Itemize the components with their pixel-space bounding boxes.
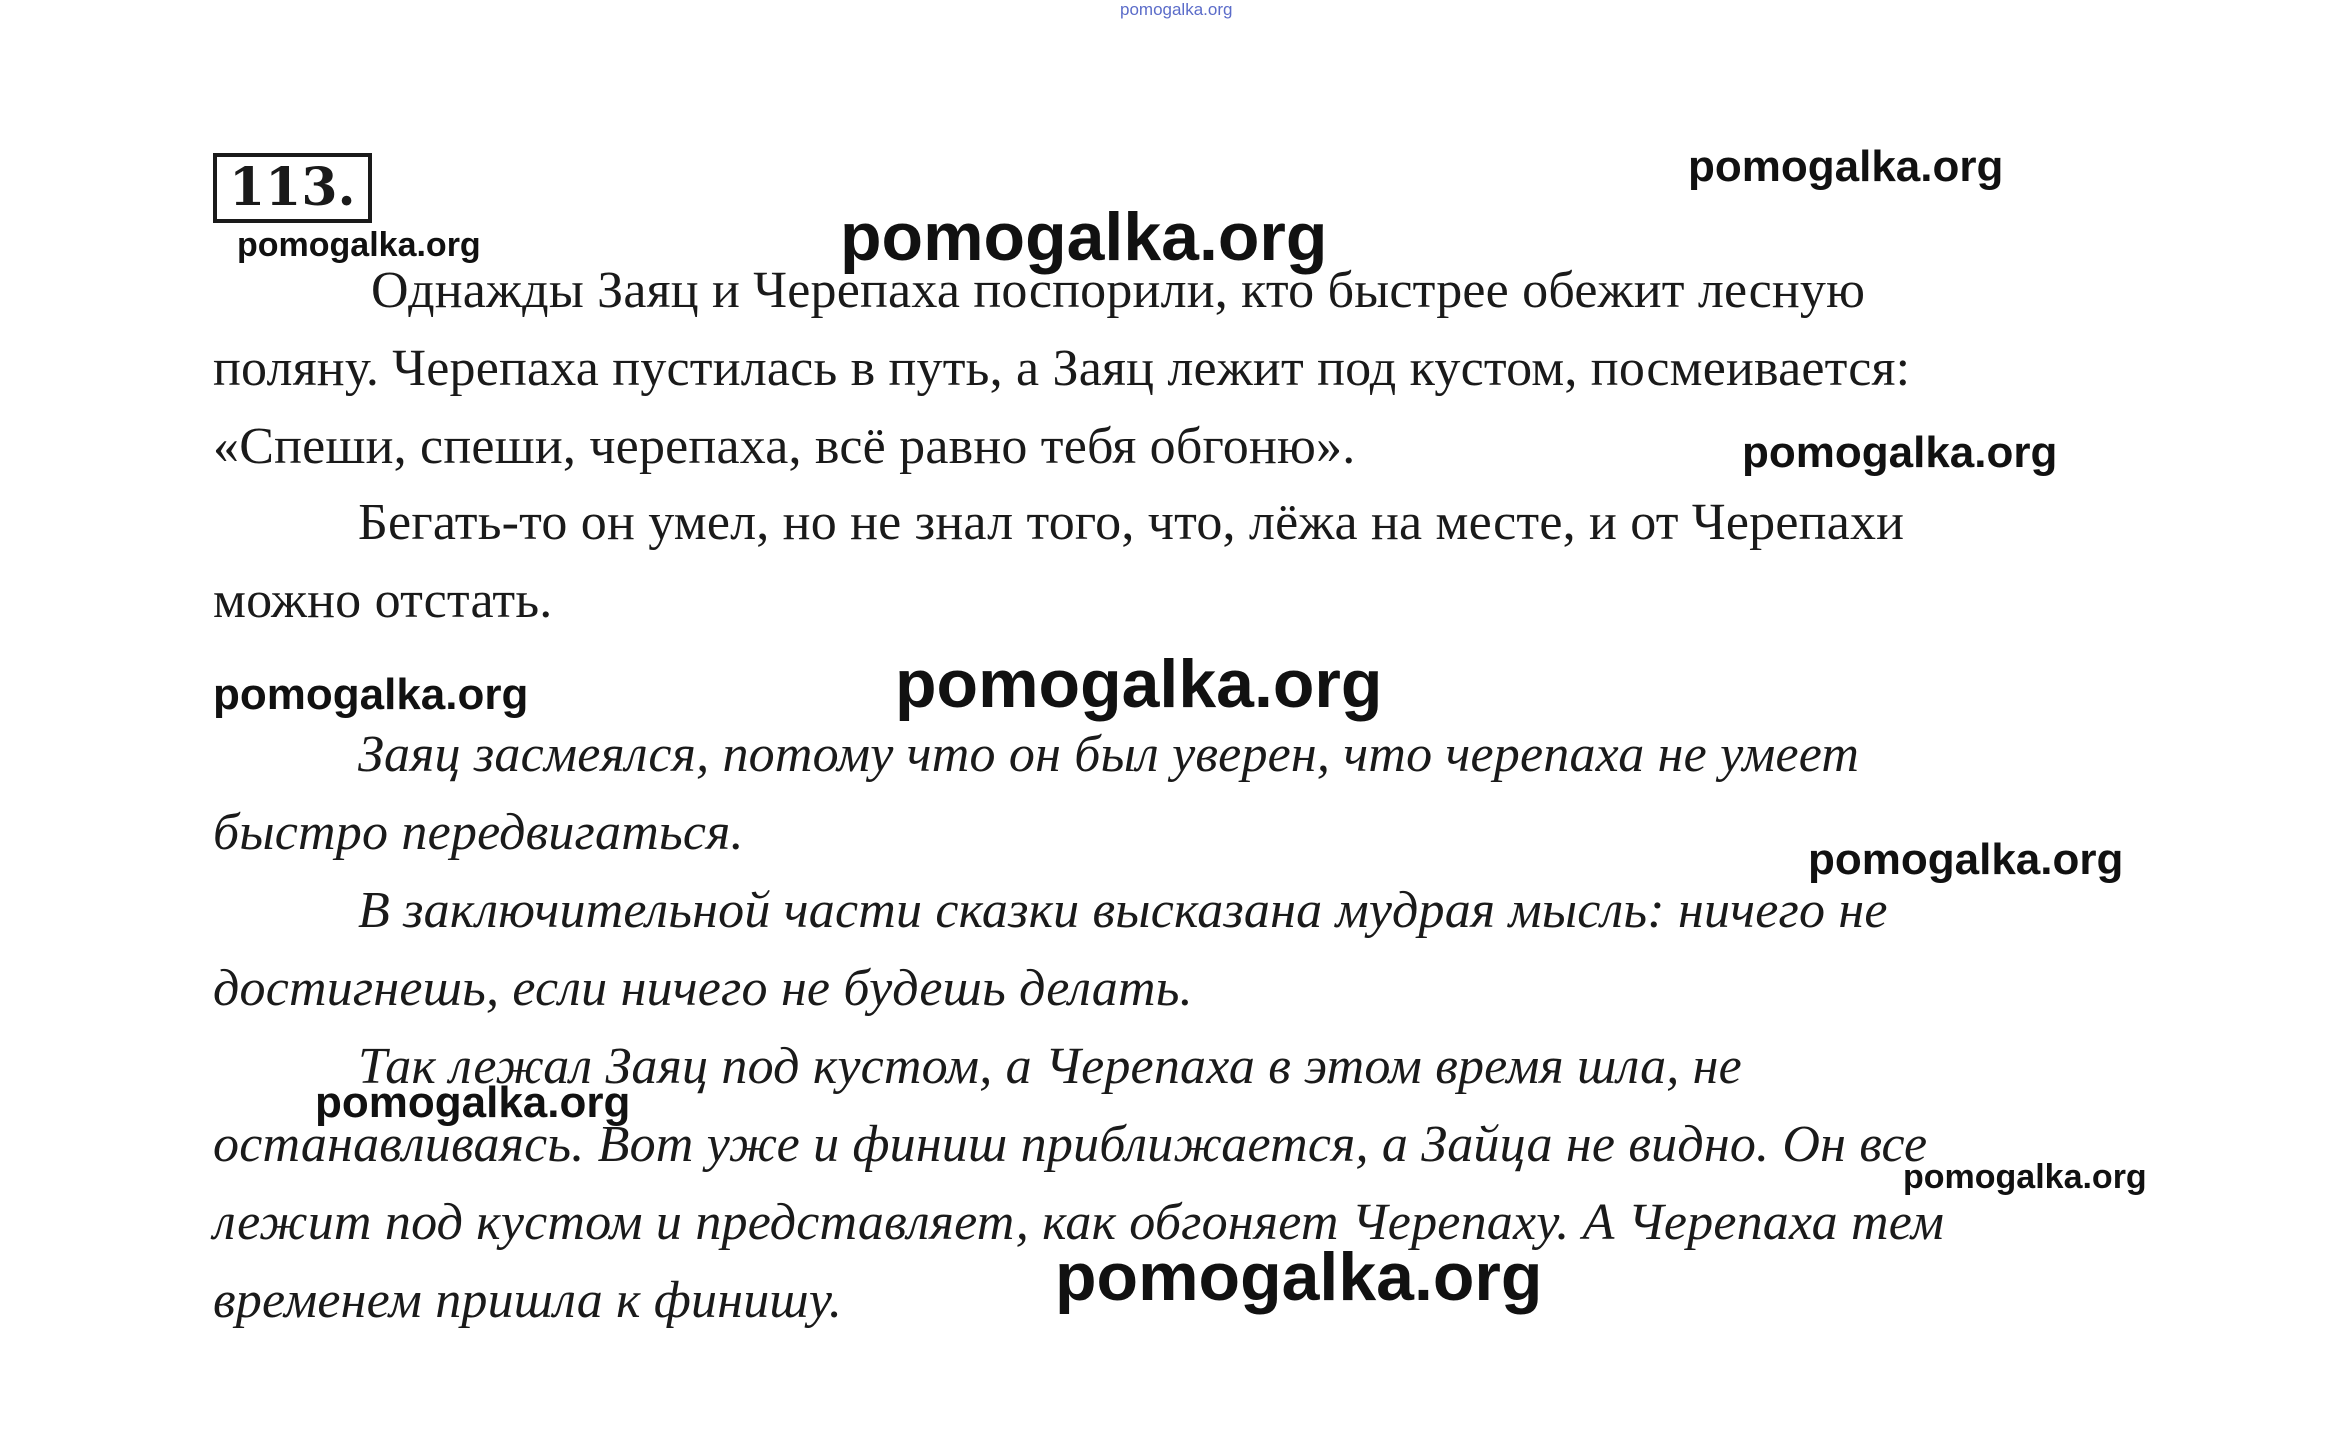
paragraph-4 — [213, 872, 2173, 1028]
watermark: pomogalka.org — [315, 1078, 631, 1127]
text-line: лежит под кустом и представляет, как обгоняет Черепаху. А Черепаха тем — [213, 1194, 1945, 1251]
text-line: быстро передвигаться. — [213, 804, 744, 861]
watermark: pomogalka.org — [213, 670, 529, 719]
watermark: pomogalka.org — [1903, 1158, 2147, 1196]
watermark: pomogalka.org — [895, 646, 1383, 722]
watermark: pomogalka.org — [237, 226, 481, 264]
text-line: останавливаясь. Вот уже и финиш приближается, а Зайца не видно. Он все — [213, 1116, 1928, 1173]
text-line: временем пришла к финишу. — [213, 1272, 843, 1329]
text-line: достигнешь, если ничего не будешь делать. — [213, 960, 1193, 1017]
watermark: pomogalka.org — [1688, 142, 2004, 191]
text-line: Бегать-то он умел, но не знал того, что, лёжа на месте, и от Черепахи — [358, 494, 1905, 551]
text-line: Однажды Заяц и Черепаха поспорили, кто быстрее обежит лесную — [371, 262, 1866, 319]
text-line: Так лежал Заяц под кустом, а Черепаха в этом время шла, не — [358, 1038, 1742, 1095]
text-line: поляну. Черепаха пустилась в путь, а Заяц лежит под кустом, посмеивается: — [213, 340, 1911, 397]
task-number: 113. — [213, 153, 372, 223]
paragraph-2 — [213, 484, 2173, 640]
watermark: pomogalka.org — [840, 199, 1328, 275]
text-line: можно отстать. — [213, 572, 553, 629]
watermark: pomogalka.org — [1742, 428, 2058, 477]
watermark: pomogalka.org — [1808, 835, 2124, 884]
watermark-top: pomogalka.org — [1120, 0, 1233, 19]
text-line: В заключительной части сказки высказана мудрая мысль: ничего не — [358, 882, 1888, 939]
watermark: pomogalka.org — [1055, 1239, 1543, 1315]
text-line: Заяц засмеялся, потому что он был уверен, что черепаха не умеет — [358, 726, 1860, 783]
text-line: «Спеши, спеши, черепаха, всё равно тебя обгоню». — [213, 418, 1356, 475]
